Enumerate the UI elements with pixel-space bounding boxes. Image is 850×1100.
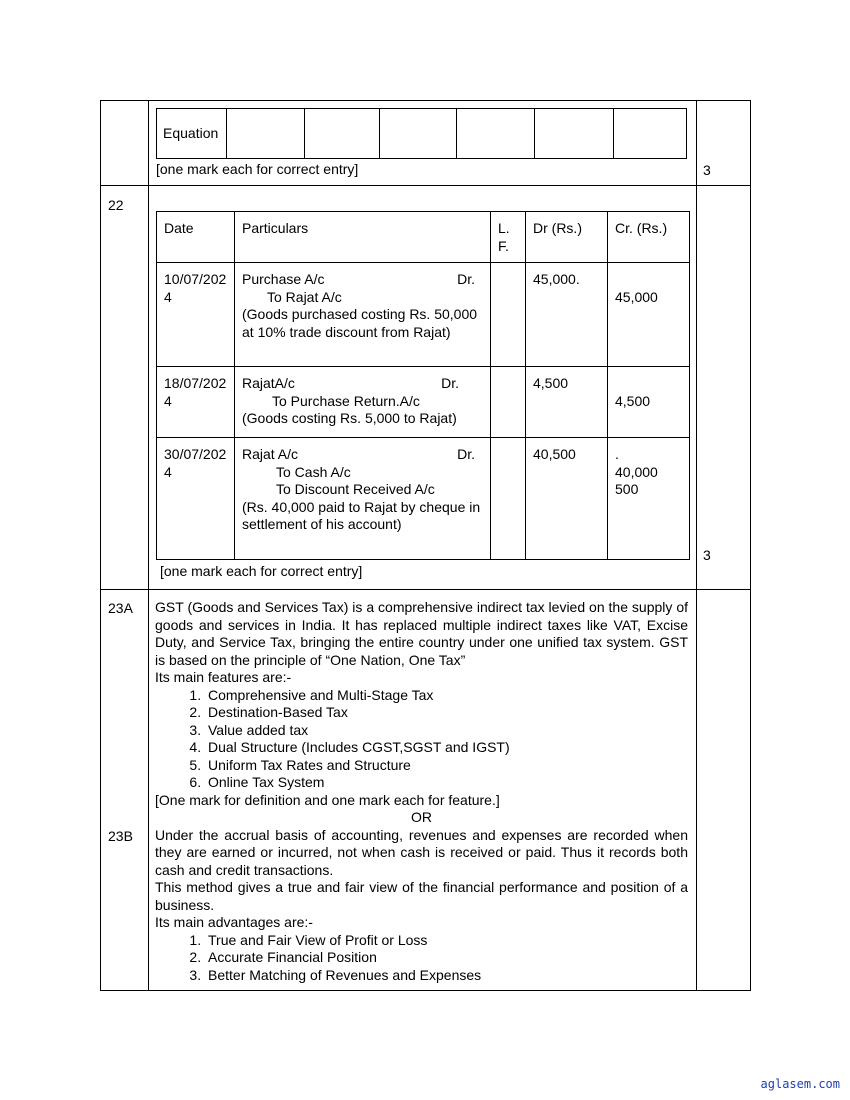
dr-flag: Dr. xyxy=(457,446,475,462)
list-item: 1. True and Fair View of Profit or Loss xyxy=(205,932,688,950)
credit-account: To Discount Received A/c xyxy=(276,481,435,497)
cr-amount-cell xyxy=(608,438,690,560)
entry-particulars xyxy=(235,263,491,367)
dr-amount: 40,500 xyxy=(526,438,608,560)
journal-header-row xyxy=(157,212,690,263)
row-divider-2 xyxy=(100,589,751,590)
question-number-22: 22 xyxy=(108,197,124,213)
entry-particulars xyxy=(235,367,491,438)
equation-table xyxy=(156,108,687,159)
list-item: 3. Value added tax xyxy=(205,722,688,740)
header-date: Date xyxy=(157,212,235,263)
accrual-definition: Under the accrual basis of accounting, revenues and expenses are recorded when they are earned or incurred, not when cash is received or paid. Thus it records both cash and credit transactions. xyxy=(155,826,688,878)
q22-marking-note: [one mark each for correct entry] xyxy=(160,563,363,579)
col-border-right xyxy=(750,100,751,991)
cr-amount: 45,000 xyxy=(615,288,658,305)
list-item: 2. Destination-Based Tax xyxy=(205,704,688,722)
footer-watermark: aglasem.com xyxy=(760,1077,840,1091)
journal-table xyxy=(156,211,690,560)
col-border-2 xyxy=(148,100,149,991)
journal-entry-1 xyxy=(157,263,690,367)
list-item: 5. Uniform Tax Rates and Structure xyxy=(205,757,688,775)
journal-entry-3 xyxy=(157,438,690,560)
question-number-23a: 23A xyxy=(108,600,133,616)
prev-marking-note: [one mark each for correct entry] xyxy=(156,161,359,177)
row-divider-1 xyxy=(100,185,751,186)
features-intro: Its main features are:- xyxy=(155,669,292,685)
list-item: 6. Online Tax System xyxy=(205,774,688,792)
entry-date: 10/07/2024 xyxy=(157,263,235,367)
q22-marks: 3 xyxy=(703,547,711,563)
features-list xyxy=(155,687,688,792)
prev-marks: 3 xyxy=(703,162,711,178)
credit-account: To Purchase Return.A/c xyxy=(272,392,420,409)
col-border-3 xyxy=(696,100,697,991)
table-bottom-border xyxy=(100,990,751,991)
dr-amount: 4,500 xyxy=(526,367,608,438)
list-item: 3. Better Matching of Revenues and Expenses xyxy=(205,967,688,985)
accrual-benefit: This method gives a true and fair view of the financial performance and position of a business. xyxy=(155,879,688,913)
narration: (Rs. 40,000 paid to Rajat by cheque in settlement of his account) xyxy=(242,498,481,532)
credit-account: To Rajat A/c xyxy=(267,288,342,305)
narration: (Goods costing Rs. 5,000 to Rajat) xyxy=(242,410,457,426)
header-particulars: Particulars xyxy=(235,212,491,263)
cr-amount-prefix: . xyxy=(615,446,619,462)
equation-label: Equation xyxy=(157,109,227,159)
gst-definition: GST (Goods and Services Tax) is a comprehensive indirect tax levied on the supply of goods and services in India. It has replaced multiple indirect taxes like VAT, Excise Duty, and Service Tax, bringing the entire country under one unified tax system. GST is based on the principle of “One Nation, One Tax” xyxy=(155,599,688,668)
cr-amount-cell xyxy=(608,367,690,438)
cr-amount: 4,500 xyxy=(615,392,651,409)
entry-date: 30/07/2024 xyxy=(157,438,235,560)
narration: (Goods purchased costing Rs. 50,000 at 10% trade discount from Rajat) xyxy=(242,306,478,340)
header-lf: L.F. xyxy=(491,212,526,263)
cr-amount-cell xyxy=(608,263,690,367)
entry-particulars xyxy=(235,438,491,560)
debit-account: Purchase A/c xyxy=(242,271,325,287)
credit-account: To Cash A/c xyxy=(276,463,351,480)
question-number-23b: 23B xyxy=(108,828,133,844)
debit-account: Rajat A/c xyxy=(242,446,299,462)
dr-flag: Dr. xyxy=(457,271,475,287)
q23a-marking-note: [One mark for definition and one mark each for feature.] xyxy=(155,791,500,808)
dr-flag: Dr. xyxy=(441,375,459,391)
journal-entry-2 xyxy=(157,367,690,438)
list-item: 4. Dual Structure (Includes CGST,SGST and IGST) xyxy=(205,739,688,757)
header-cr: Cr. (Rs.) xyxy=(608,212,690,263)
cr-amount: 500 xyxy=(615,481,639,497)
dr-amount: 45,000. xyxy=(526,263,608,367)
entry-date: 18/07/2024 xyxy=(157,367,235,438)
header-dr: Dr (Rs.) xyxy=(526,212,608,263)
list-item: 1. Comprehensive and Multi-Stage Tax xyxy=(205,687,688,705)
advantages-intro: Its main advantages are:- xyxy=(155,914,313,930)
table-top-border xyxy=(100,100,751,101)
or-separator: OR xyxy=(411,809,432,825)
advantages-list xyxy=(155,932,688,985)
list-item: 2. Accurate Financial Position xyxy=(205,949,688,967)
answer-23a xyxy=(155,599,688,984)
col-border-left xyxy=(100,100,101,991)
cr-amount: 40,000 xyxy=(615,463,658,480)
debit-account: RajatA/c xyxy=(242,375,295,391)
